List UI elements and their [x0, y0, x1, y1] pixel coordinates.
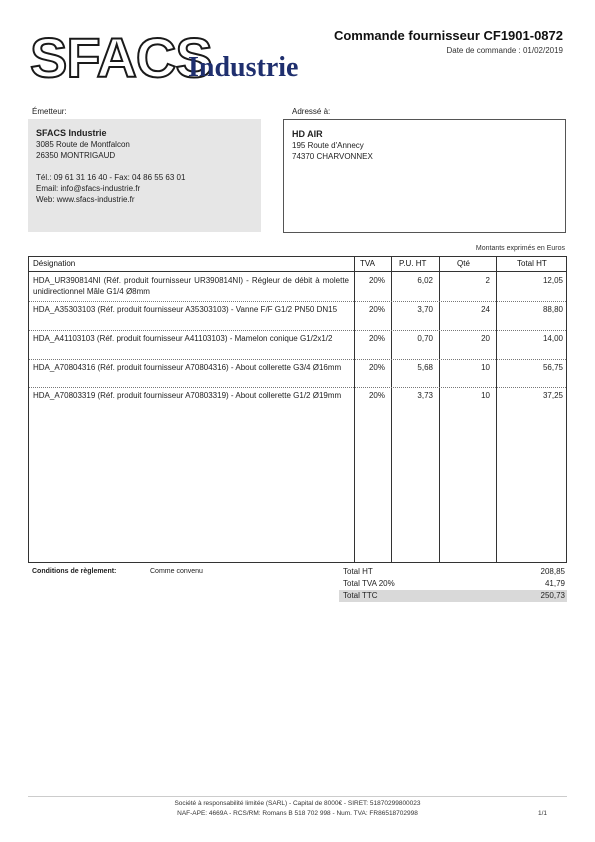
currency-note: Montants exprimés en Euros: [475, 245, 565, 252]
order-date: Date de commande : 01/02/2019: [446, 46, 563, 55]
table-row: [29, 387, 566, 416]
total-ht-value: 208,85: [540, 567, 565, 576]
row-pu: 3,70: [417, 305, 433, 314]
row-designation: HDA_A35303103 (Réf. produit fournisseur A35303103) - Vanne F/F G1/2 PN50 DN15: [33, 305, 338, 314]
total-tva-value: 41,79: [544, 579, 565, 588]
company-logo: [30, 26, 315, 89]
sender-label: Émetteur:: [32, 107, 67, 116]
row-pu: 3,73: [417, 391, 433, 400]
sender-web: Web: www.sfacs-industrie.fr: [36, 195, 135, 204]
sender-box: [28, 119, 261, 232]
total-ttc-row: [339, 590, 567, 602]
document-title: Commande fournisseur CF1901-0872: [333, 28, 563, 43]
payment-terms-value: Comme convenu: [150, 568, 203, 575]
row-tva: 20%: [368, 363, 385, 372]
row-designation: HDA_A70803319 (Réf. produit fournisseur A70803319) - About collerette G1/2 Ø19mm: [33, 391, 342, 400]
table-row: [29, 330, 566, 360]
row-total: 14,00: [542, 334, 563, 343]
table-row: [29, 301, 566, 331]
row-total: 37,25: [542, 391, 563, 400]
row-tva: 20%: [368, 305, 385, 314]
total-ttc-label: Total TTC: [343, 591, 378, 600]
order-lines-table: [28, 256, 567, 563]
total-ht-label: Total HT: [343, 567, 373, 576]
total-tva-row: [339, 578, 567, 590]
sender-email: Email: info@sfacs-industrie.fr: [36, 184, 141, 193]
row-total: 88,80: [542, 305, 563, 314]
logo-mark: SFACS: [30, 26, 212, 89]
logo-word: Industrie: [188, 52, 299, 83]
footer-legal-line1: Société à responsabilité limitée (SARL) - Capital de 8000€ - SIRET: 51870299800023: [174, 800, 421, 807]
sender-phone: Tél.: 09 61 31 16 40 - Fax: 04 86 55 63 01: [36, 173, 186, 182]
total-ttc-value: 250,73: [540, 591, 565, 600]
row-qty: 10: [481, 363, 490, 372]
row-pu: 5,68: [417, 363, 433, 372]
row-total: 12,05: [542, 276, 563, 285]
row-designation: HDA_A41103103 (Réf. produit fournisseur A41103103) - Mamelon conique G1/2x1/2: [33, 334, 333, 343]
total-tva-label: Total TVA 20%: [343, 579, 395, 588]
header-pu: P.U. HT: [399, 259, 427, 268]
row-qty: 10: [481, 391, 490, 400]
recipient-address1: 195 Route d'Annecy: [292, 141, 364, 150]
row-tva: 20%: [368, 334, 385, 343]
sender-name: SFACS Industrie: [36, 128, 107, 138]
row-designation: HDA_A70804316 (Réf. produit fournisseur A70804316) - About collerette G3/4 Ø16mm: [33, 363, 342, 372]
recipient-address2: 74370 CHARVONNEX: [292, 152, 373, 161]
sender-address2: 26350 MONTRIGAUD: [36, 151, 116, 160]
header-total: Total HT: [517, 259, 547, 268]
recipient-name: HD AIR: [292, 129, 323, 139]
page-number: 1/1: [537, 810, 547, 817]
header-qty: Qté: [457, 259, 470, 268]
row-tva: 20%: [368, 391, 385, 400]
footer-legal-line2: NAF-APE: 4669A - RCS/RM: Romans B 518 702 998 - Num. TVA: FR86518702998: [177, 810, 418, 817]
row-pu: 0,70: [417, 334, 433, 343]
sender-address1: 3085 Route de Montfalcon: [36, 140, 130, 149]
row-qty: 24: [481, 305, 490, 314]
row-qty: 20: [481, 334, 490, 343]
footer-divider: [28, 796, 567, 797]
header-designation: Désignation: [33, 259, 76, 268]
recipient-label: Adressé à:: [292, 107, 331, 116]
row-tva: 20%: [368, 276, 385, 285]
row-designation: HDA_UR390814NI (Réf. produit fournisseur UR390814NI) - Régleur de débit à molette unidirectionnel Mâle G1/4 Ø8mm: [33, 276, 349, 296]
table-row: [29, 272, 566, 302]
table-header: [29, 257, 566, 272]
header-tva: TVA: [360, 259, 375, 268]
recipient-box: [283, 119, 566, 233]
total-ht-row: [339, 566, 567, 578]
row-pu: 6,02: [417, 276, 433, 285]
payment-terms-label: Conditions de règlement:: [32, 568, 117, 575]
row-qty: 2: [485, 276, 490, 285]
row-total: 56,75: [542, 363, 563, 372]
table-row: [29, 359, 566, 388]
